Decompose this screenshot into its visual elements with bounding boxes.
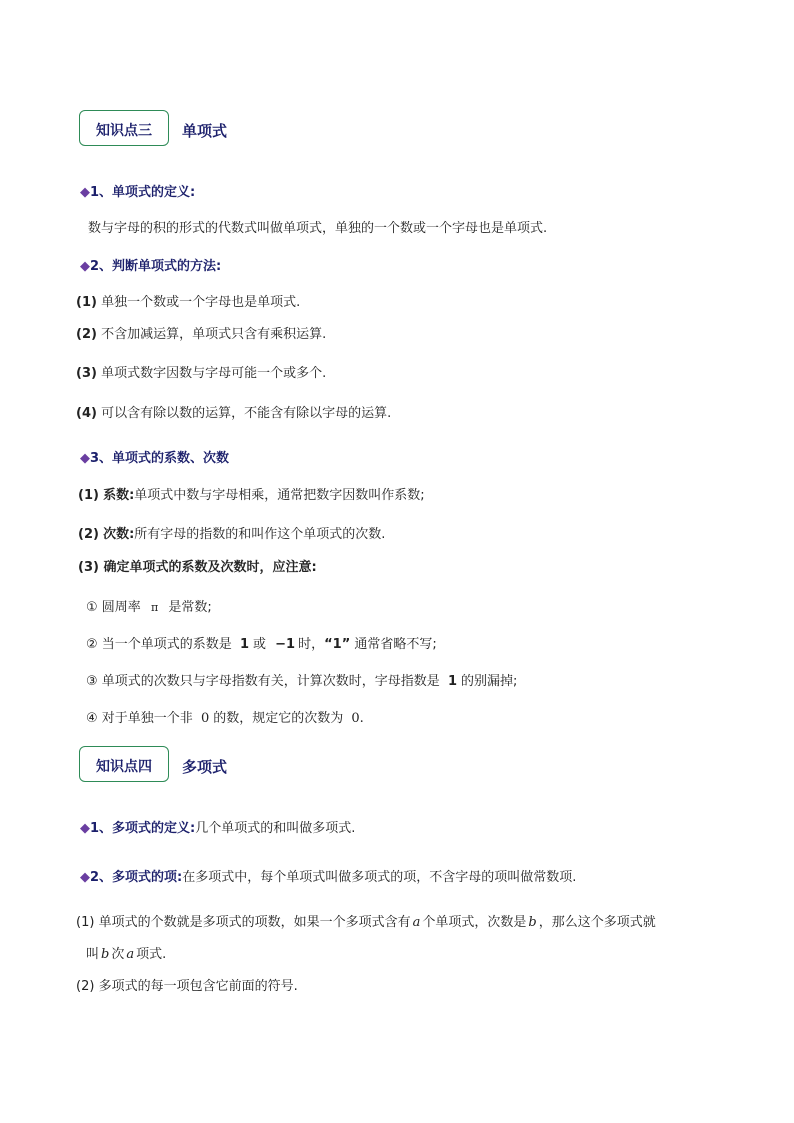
degree-item: (2) 次数:所有字母的指数的和叫作这个单项式的次数. <box>78 527 386 542</box>
monomial-definition: 数与字母的积的形式的代数式叫做单项式，单独的一个数或一个字母也是单项式. <box>88 221 548 236</box>
note-2: ② 当一个单项式的系数是 1 或 −1 时，“1” 通常省略不写; <box>86 637 437 652</box>
diamond-icon: ◆ <box>80 259 90 274</box>
method-item: (2) 不含加减运算，单项式只含有乘积运算. <box>76 327 327 342</box>
method-item: (4) 可以含有除以数的运算，不能含有除以字母的运算. <box>76 406 392 421</box>
method-item: (3) 单项式数字因数与字母可能一个或多个. <box>76 366 327 381</box>
polynomial-item-2: (2) 多项式的每一项包含它前面的符号. <box>76 979 298 994</box>
diamond-icon: ◆ <box>80 185 90 200</box>
section4-definition: ◆1、多项式的定义:几个单项式的和叫做多项式. <box>80 821 356 836</box>
section3-title: 单项式 <box>182 122 228 140</box>
section4-label-box <box>79 746 169 782</box>
attention-item: (3) 确定单项式的系数及次数时，应注意: <box>78 560 317 575</box>
section3-label-box <box>79 110 169 146</box>
method-item: (1) 单独一个数或一个字母也是单项式. <box>76 295 301 310</box>
note-4: ④ 对于单独一个非 0 的数，规定它的次数为 0. <box>86 711 364 726</box>
section4-title: 多项式 <box>182 758 228 776</box>
note-1: ① 圆周率 π 是常数; <box>86 600 212 615</box>
polynomial-item-1: (1) 单项式的个数就是多项式的项数，如果一个多项式含有 a 个单项式，次数是 b ，那么这个多项式就 <box>76 915 656 930</box>
diamond-icon: ◆ <box>80 821 90 836</box>
section3-heading-2: ◆2、判断单项式的方法: <box>80 259 222 274</box>
section4-label: 知识点四 <box>96 759 152 775</box>
section4-terms: ◆2、多项式的项:在多项式中，每个单项式叫做多项式的项，不含字母的项叫做常数项. <box>80 870 577 885</box>
note-3: ③ 单项式的次数只与字母指数有关，计算次数时，字母指数是 1 的别漏掉; <box>86 674 518 689</box>
section3-label: 知识点三 <box>96 123 152 139</box>
coefficient-item: (1) 系数:单项式中数与字母相乘，通常把数字因数叫作系数; <box>78 488 425 503</box>
section3-heading-3: ◆3、单项式的系数、次数 <box>80 451 230 466</box>
polynomial-item-1-cont: 叫 b 次 a 项式. <box>86 947 167 962</box>
diamond-icon: ◆ <box>80 870 90 885</box>
diamond-icon: ◆ <box>80 451 90 466</box>
section3-heading-1: ◆1、单项式的定义: <box>80 185 196 200</box>
